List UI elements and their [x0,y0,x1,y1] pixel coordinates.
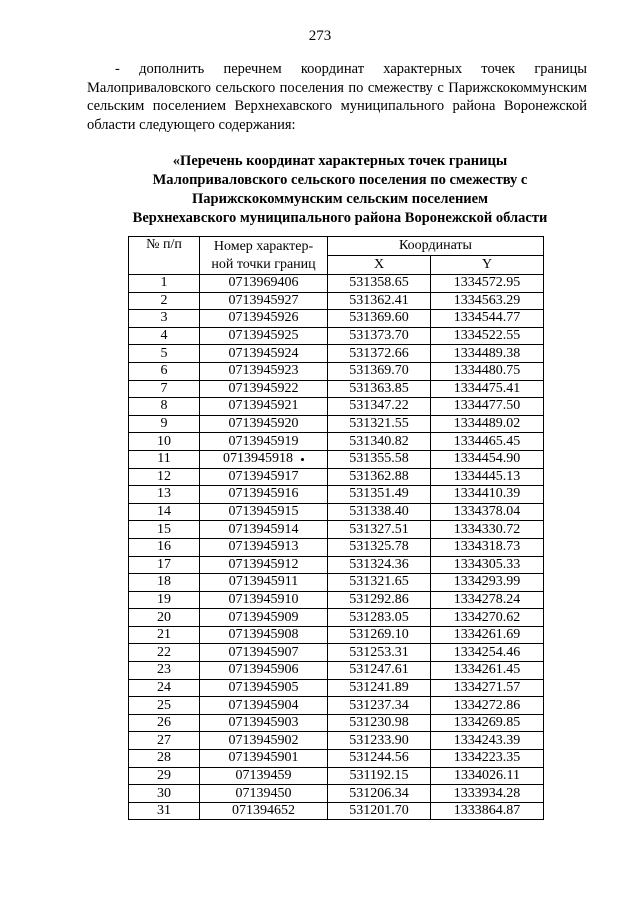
cell-x [328,609,431,627]
cell-x-text: 531324.36 [349,556,409,572]
cell-point-number-text: 0713945918 [223,451,293,467]
cell-y [431,275,544,293]
cell-num [129,644,200,662]
cell-y-text: 1334563.29 [453,292,521,308]
cell-x [328,679,431,697]
cell-x [328,732,431,750]
cell-num [129,433,200,451]
cell-x [328,750,431,768]
cell-x-text: 531292.86 [349,591,409,607]
cell-num-text: 20 [157,609,171,625]
cell-y [431,714,544,732]
table-row [129,679,544,697]
cell-y-text: 1333934.28 [453,785,521,801]
cell-y [431,380,544,398]
cell-point-number-text: 0713945927 [228,292,299,308]
cell-point-number [200,609,328,627]
cell-point-number-text: 0713969406 [228,275,299,291]
cell-num [129,310,200,328]
table-row [129,785,544,803]
cell-point-number-text: 07139450 [235,785,292,801]
cell-num [129,574,200,592]
table-row [129,345,544,363]
cell-y-text: 1334477.50 [453,398,521,414]
cell-y-text: 1334269.85 [453,715,521,731]
cell-x-text: 531369.60 [349,310,409,326]
cell-num-text: 8 [160,398,168,414]
cell-y [431,679,544,697]
header-point-line1: Номер характер- [213,238,314,254]
cell-x-text: 531327.51 [349,521,409,537]
cell-x-text: 531230.98 [349,715,409,731]
table-row [129,556,544,574]
cell-y [431,732,544,750]
cell-num [129,767,200,785]
cell-num-text: 16 [157,539,171,555]
cell-num-text: 22 [157,644,171,660]
cell-num-text: 15 [157,521,171,537]
cell-point-number-text: 0713945910 [228,591,299,607]
cell-x-text: 531347.22 [349,398,409,414]
cell-y-text: 1334223.35 [453,750,521,766]
cell-point-number [200,662,328,680]
cell-point-number [200,644,328,662]
cell-y-text: 1334378.04 [453,504,521,520]
cell-y-text: 1334465.45 [453,433,521,449]
cell-x [328,468,431,486]
cell-num [129,275,200,293]
cell-point-number [200,380,328,398]
table-row [129,468,544,486]
cell-x-text: 531340.82 [349,433,409,449]
cell-num [129,556,200,574]
cell-point-number [200,275,328,293]
cell-num [129,538,200,556]
cell-point-number [200,521,328,539]
table-row [129,521,544,539]
cell-point-number-text: 0713945902 [228,732,299,748]
cell-x [328,486,431,504]
coordinates-table [128,236,544,820]
cell-num [129,415,200,433]
cell-point-number-text: 071394652 [232,803,295,819]
cell-x [328,433,431,451]
cell-point-number-text: 0713945926 [228,310,299,326]
cell-x [328,398,431,416]
cell-x [328,626,431,644]
cell-y [431,697,544,715]
cell-x-text: 531237.34 [349,697,409,713]
cell-x [328,538,431,556]
cell-point-number [200,310,328,328]
cell-x-text: 531201.70 [349,803,409,819]
cell-y [431,345,544,363]
cell-x-text: 531253.31 [349,644,409,660]
table-row [129,714,544,732]
cell-num-text: 3 [160,310,168,326]
cell-x-text: 531241.89 [349,679,409,695]
cell-y-text: 1334572.95 [453,275,521,291]
table-row [129,450,544,468]
cell-y-text: 1334293.99 [453,574,521,590]
cell-y [431,310,544,328]
cell-y [431,556,544,574]
cell-point-number [200,327,328,345]
cell-y [431,750,544,768]
cell-num-text: 4 [160,328,168,344]
cell-x-text: 531206.34 [349,785,409,801]
cell-y-text: 1334271.57 [453,679,521,695]
cell-point-number-text: 0713945917 [228,468,299,484]
table-row [129,398,544,416]
cell-y-text: 1334475.41 [453,380,521,396]
cell-num [129,802,200,820]
cell-num-text: 18 [157,574,171,590]
cell-y [431,644,544,662]
cell-y [431,327,544,345]
cell-num [129,750,200,768]
cell-x [328,503,431,521]
cell-y-text: 1334318.73 [453,539,521,555]
cell-point-number-text: 0713945904 [228,697,299,713]
cell-point-number-text: 0713945912 [228,556,299,572]
cell-num-text: 5 [160,345,168,361]
cell-num-text: 6 [160,363,168,379]
cell-y [431,450,544,468]
cell-num-text: 24 [157,679,171,695]
table-row [129,380,544,398]
cell-num-text: 23 [157,662,171,678]
title-line: Верхнехавского муниципального района Воронежской области [132,210,548,226]
cell-point-number [200,750,328,768]
cell-num-text: 29 [157,767,171,783]
header-y: Y [431,256,544,275]
cell-y [431,503,544,521]
cell-point-number [200,398,328,416]
cell-point-number-text: 0713945906 [228,662,299,678]
cell-y [431,398,544,416]
cell-num-text: 1 [160,275,168,291]
cell-x-text: 531338.40 [349,504,409,520]
cell-num-text: 21 [157,627,171,643]
cell-y-text: 1334454.90 [453,451,521,467]
cell-x [328,327,431,345]
table-row [129,732,544,750]
table-row [129,750,544,768]
cell-point-number-text: 0713945905 [228,679,299,695]
table-row [129,503,544,521]
cell-point-number [200,679,328,697]
cell-x [328,521,431,539]
cell-num-text: 17 [157,556,171,572]
cell-x-text: 531373.70 [349,328,409,344]
cell-x-text: 531244.56 [349,750,409,766]
cell-num [129,732,200,750]
cell-point-number-text: 0713945923 [228,363,299,379]
table-row [129,415,544,433]
cell-x-text: 531358.65 [349,275,409,291]
table-row [129,538,544,556]
cell-y [431,362,544,380]
cell-x-text: 531233.90 [349,732,409,748]
cell-x [328,275,431,293]
cell-x [328,591,431,609]
cell-x-text: 531363.85 [349,380,409,396]
cell-num-text: 31 [157,803,171,819]
header-num: № п/п [129,237,200,275]
cell-num [129,450,200,468]
cell-y-text: 1334026.11 [454,767,520,783]
cell-point-number [200,591,328,609]
cell-point-number-text: 0713945921 [228,398,299,414]
cell-x [328,574,431,592]
cell-point-number-text: 0713945914 [228,521,299,537]
cell-x [328,714,431,732]
cell-y [431,785,544,803]
cell-y-text: 1334261.69 [453,627,521,643]
cell-num [129,626,200,644]
cell-num [129,292,200,310]
cell-y [431,609,544,627]
cell-point-number [200,697,328,715]
cell-num [129,591,200,609]
title-line: Малоприваловского сельского поселения по смежеству с [152,172,528,188]
cell-num [129,662,200,680]
table-row [129,433,544,451]
cell-x-text: 531321.55 [349,416,409,432]
cell-x-text: 531283.05 [349,609,409,625]
cell-x [328,767,431,785]
cell-x-text: 531362.88 [349,468,409,484]
table-row [129,292,544,310]
table-row [129,310,544,328]
cell-point-number-text: 0713945916 [228,486,299,502]
cell-y-text: 1334261.45 [453,662,521,678]
cell-x-text: 531362.41 [349,292,409,308]
table-row [129,662,544,680]
table-row [129,327,544,345]
cell-y [431,415,544,433]
cell-point-number-text: 0713945922 [228,380,299,396]
cell-y-text: 1334489.02 [453,416,521,432]
cell-y-text: 1334522.55 [453,328,521,344]
cell-y [431,433,544,451]
cell-num [129,503,200,521]
cell-point-number-text: 0713945913 [228,539,299,555]
cell-y [431,626,544,644]
cell-num-text: 12 [157,468,171,484]
cell-num [129,785,200,803]
table-row [129,802,544,820]
cell-x [328,310,431,328]
cell-num-text: 28 [157,750,171,766]
cell-point-number [200,556,328,574]
cell-point-number-text: 0713945908 [228,627,299,643]
cell-x-text: 531192.15 [349,767,409,783]
cell-point-number [200,292,328,310]
cell-point-number [200,732,328,750]
table-row [129,362,544,380]
cell-x-text: 531369.70 [349,363,409,379]
page-number: 273 [308,28,332,44]
cell-x [328,697,431,715]
cell-point-number-text: 0713945925 [228,328,299,344]
cell-num-text: 19 [157,591,171,607]
table-row [129,697,544,715]
cell-y-text: 1333864.87 [453,803,521,819]
cell-num [129,714,200,732]
cell-num [129,697,200,715]
cell-point-number [200,802,328,820]
cell-y-text: 1334445.13 [453,468,521,484]
cell-x [328,785,431,803]
cell-x-text: 531351.49 [349,486,409,502]
cell-point-number [200,626,328,644]
table-row [129,626,544,644]
cell-num [129,362,200,380]
table-row [129,591,544,609]
cell-y [431,591,544,609]
cell-num-text: 14 [157,504,171,520]
cell-num-text: 10 [157,433,171,449]
table-row [129,609,544,627]
cell-num-text: 26 [157,715,171,731]
cell-x [328,450,431,468]
cell-point-number [200,468,328,486]
cell-point-number [200,538,328,556]
cell-y [431,802,544,820]
cell-point-number [200,785,328,803]
table-row [129,574,544,592]
cell-y [431,574,544,592]
cell-point-number [200,503,328,521]
cell-point-number-text: 0713945901 [228,750,299,766]
cell-num [129,609,200,627]
cell-y-text: 1334544.77 [453,310,521,326]
cell-point-number [200,450,328,468]
cell-point-number [200,362,328,380]
header-coordinates: Координаты [328,237,544,256]
cell-y [431,468,544,486]
cell-point-number [200,486,328,504]
cell-x [328,662,431,680]
cell-y [431,486,544,504]
cell-point-number [200,415,328,433]
title-line: Парижскокоммунским сельским поселением [192,191,488,207]
cell-y-text: 1334270.62 [453,609,521,625]
cell-y [431,521,544,539]
cell-y-text: 1334243.39 [453,732,521,748]
cell-y-text: 1334480.75 [453,363,521,379]
cell-x [328,380,431,398]
cell-y-text: 1334489.38 [453,345,521,361]
cell-x-text: 531372.66 [349,345,409,361]
cell-point-number [200,433,328,451]
cell-num [129,380,200,398]
table-body [129,275,544,820]
cell-point-number-text: 0713945907 [228,644,299,660]
cell-x [328,802,431,820]
cell-num-text: 25 [157,697,171,713]
cell-point-number-text: 0713945911 [228,574,299,590]
cell-point-number [200,574,328,592]
cell-num-text: 11 [157,451,171,467]
cell-y-text: 1334410.39 [453,486,521,502]
cell-num-text: 27 [157,732,171,748]
cell-num-text: 9 [160,416,168,432]
cell-x [328,415,431,433]
cell-y-text: 1334254.46 [453,644,521,660]
cell-point-number-text: 0713945909 [228,609,299,625]
cell-num-text: 7 [160,380,168,396]
cell-num [129,521,200,539]
stray-dot-mark [301,458,304,461]
cell-x-text: 531355.58 [349,451,409,467]
cell-x-text: 531321.65 [349,574,409,590]
cell-x [328,644,431,662]
cell-y-text: 1334330.72 [453,521,521,537]
cell-point-number-text: 07139459 [235,767,292,783]
cell-point-number-text: 0713945919 [228,433,299,449]
cell-x [328,556,431,574]
cell-x [328,292,431,310]
cell-point-number-text: 0713945903 [228,715,299,731]
cell-num [129,468,200,486]
table-row [129,486,544,504]
cell-y [431,662,544,680]
header-x: X [328,256,431,275]
cell-num [129,327,200,345]
table-row [129,644,544,662]
intro-paragraph: - дополнить перечнем координат характерных точек границы Малоприваловского сельского поселения по смежеству с Парижскокоммунским сельским поселением Верхнехавского муниципального района Воронежской области следующего содержания: [87,61,587,133]
cell-y-text: 1334305.33 [453,556,521,572]
cell-y [431,767,544,785]
table-row [129,275,544,293]
cell-num [129,679,200,697]
document-title [80,152,600,228]
cell-x [328,345,431,363]
cell-point-number-text: 0713945924 [228,345,299,361]
cell-point-number [200,345,328,363]
cell-num [129,398,200,416]
cell-point-number-text: 0713945915 [228,504,299,520]
header-point-line2: ной точки границ [211,256,316,272]
cell-y-text: 1334278.24 [453,591,521,607]
table-row [129,767,544,785]
header-point [200,237,328,275]
cell-point-number [200,714,328,732]
cell-x-text: 531325.78 [349,539,409,555]
cell-x-text: 531247.61 [349,662,409,678]
cell-point-number-text: 0713945920 [228,416,299,432]
cell-num-text: 2 [160,292,168,308]
cell-y [431,538,544,556]
cell-x [328,362,431,380]
cell-y-text: 1334272.86 [453,697,521,713]
cell-x-text: 531269.10 [349,627,409,643]
cell-y [431,292,544,310]
cell-num [129,486,200,504]
cell-num-text: 13 [157,486,171,502]
title-line: «Перечень координат характерных точек границы [172,153,508,169]
cell-point-number [200,767,328,785]
cell-num-text: 30 [157,785,171,801]
cell-num [129,345,200,363]
